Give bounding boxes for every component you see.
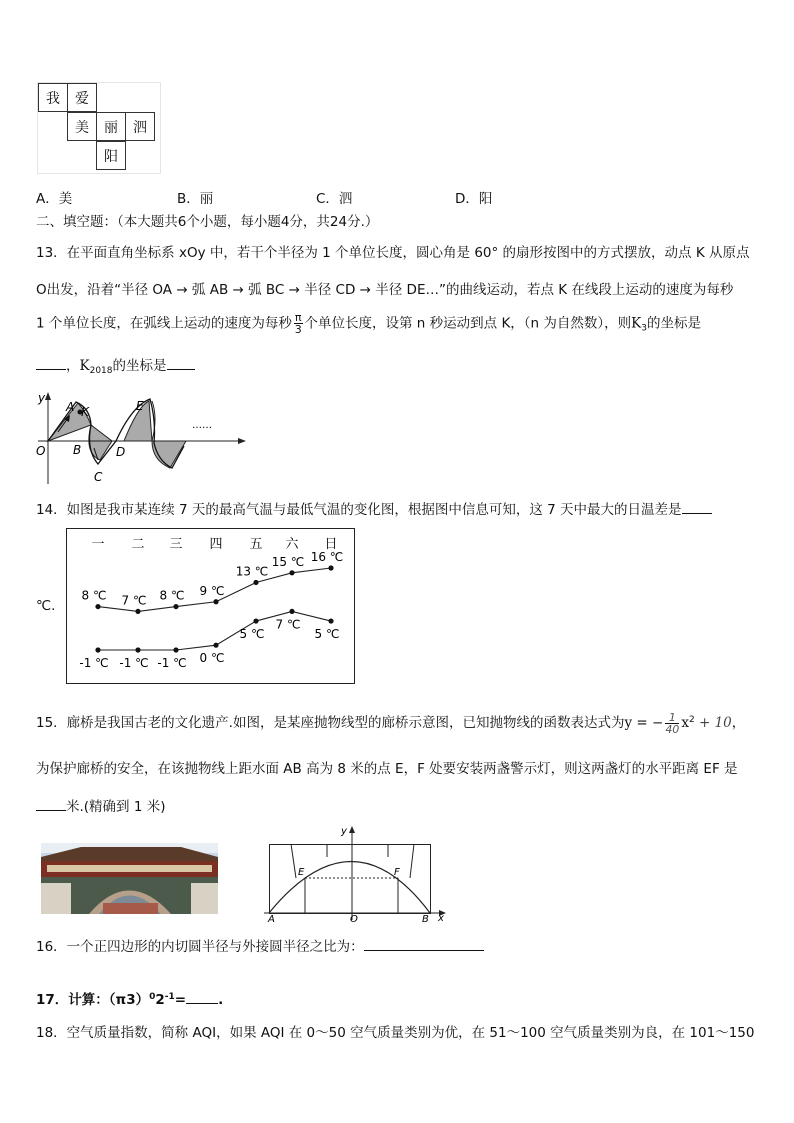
svg-text:E: E bbox=[298, 867, 305, 878]
answer-blank[interactable] bbox=[364, 936, 484, 951]
net-cell: 泗 bbox=[125, 112, 155, 141]
high-temp-point bbox=[135, 609, 140, 614]
q16-line: 16．一个正四边形的内切圆半径与外接圆半径之比为： bbox=[36, 936, 484, 956]
low-temp-label: 5 ℃ bbox=[239, 627, 265, 642]
net-cell: 丽 bbox=[96, 112, 126, 141]
svg-text:C: C bbox=[94, 470, 103, 484]
parabola-figure bbox=[264, 824, 450, 922]
q15-line2: 为保护廊桥的安全，在该抛物线上距水面 AB 高为 8 米的点 E，F 处要安装两盏警示灯，则这两盏灯的水平距离 EF 是 bbox=[36, 761, 738, 777]
net-cell: 美 bbox=[67, 112, 97, 141]
high-temp-point bbox=[289, 570, 294, 575]
q15-line3: 米.(精确到 1 米) bbox=[36, 796, 166, 816]
sector-4 bbox=[152, 441, 186, 468]
high-temp-point bbox=[213, 599, 218, 604]
choice-d: D．阳 bbox=[455, 191, 493, 207]
svg-text:E: E bbox=[136, 399, 144, 413]
high-temp-label: 8 ℃ bbox=[159, 588, 185, 603]
high-temp-point bbox=[328, 565, 333, 570]
low-temp-label: -1 ℃ bbox=[119, 656, 149, 670]
choice-c: C．泗 bbox=[316, 191, 353, 207]
net-cell: 我 bbox=[38, 83, 68, 112]
low-temp-point bbox=[95, 647, 100, 652]
answer-blank[interactable] bbox=[682, 499, 712, 514]
high-temp-label: 9 ℃ bbox=[199, 583, 225, 598]
high-temp-point bbox=[173, 604, 178, 609]
q15-line1: 15．廊桥是我国古老的文化遗产.如图，是某座抛物线型的廊桥示意图，已知抛物线的函数表达式为y = − $\frac{1}{40}$ $x^2 + 10$， bbox=[36, 710, 746, 736]
answer-blank[interactable] bbox=[167, 355, 195, 370]
low-temp-label: 5 ℃ bbox=[314, 627, 340, 642]
low-temp-label: 0 ℃ bbox=[199, 651, 225, 666]
day-label: 六 bbox=[285, 537, 299, 552]
svg-text:O: O bbox=[36, 444, 46, 458]
q13-line3-b: 个单位长度，设第 n 秒运动到点 K，（n 为自然数），则 bbox=[304, 315, 632, 332]
low-temp-point bbox=[135, 647, 140, 652]
high-temp-label: 8 ℃ bbox=[81, 588, 107, 603]
low-temp-point bbox=[213, 643, 218, 648]
low-temp-label: -1 ℃ bbox=[157, 656, 187, 670]
svg-text:y: y bbox=[38, 391, 46, 405]
answer-blank[interactable] bbox=[36, 796, 66, 811]
bridge-photo-illustration bbox=[41, 843, 218, 914]
q13-sector-figure bbox=[34, 388, 254, 488]
svg-text:O: O bbox=[350, 914, 358, 922]
q13-line4: ，$K_{2018}$的坐标是 bbox=[36, 355, 195, 380]
day-label: 一 bbox=[91, 537, 105, 552]
high-temp-label: 7 ℃ bbox=[121, 593, 147, 608]
net-cell: 阳 bbox=[96, 141, 126, 170]
q13-line3-a: 1 个单位长度，在弧线上运动的速度为每秒 bbox=[36, 315, 292, 332]
answer-blank[interactable] bbox=[186, 989, 218, 1004]
svg-text:B: B bbox=[73, 443, 82, 457]
high-temp-point bbox=[253, 580, 258, 585]
q13-line2: O出发，沿着“半径 OA → 弧 AB → 弧 BC → 半径 CD → 半径 DE…”的曲线运动，若点 K 在线段上运动的速度为每秒 bbox=[36, 282, 734, 298]
q13-line3: 1 个单位长度，在弧线上运动的速度为每秒 $\frac{\pi}{3}$ 个单位长度，设第 n 秒运动到点 K，（n 为自然数），则$K_3$的坐标是 bbox=[36, 311, 701, 336]
svg-text:F: F bbox=[394, 867, 400, 878]
bridge-photo bbox=[41, 843, 218, 914]
low-temp-point bbox=[328, 618, 333, 623]
high-temp-label: 16 ℃ bbox=[310, 550, 344, 564]
low-temp-point bbox=[173, 647, 178, 652]
section-heading: 二、填空题：（本大题共6个小题，每小题4分，共24分.） bbox=[36, 214, 379, 230]
pi-over-3-fraction: $\frac{\pi}{3}$ bbox=[294, 311, 302, 336]
day-label: 五 bbox=[249, 537, 263, 552]
q18-line: 18．空气质量指数，简称 AQI，如果 AQI 在 0～50 空气质量类别为优，在 51～100 空气质量类别为良，在 101～150 bbox=[36, 1025, 755, 1041]
high-temp-label: 13 ℃ bbox=[235, 564, 269, 579]
answer-blank[interactable] bbox=[36, 355, 66, 370]
svg-text:A: A bbox=[268, 914, 275, 922]
choice-b: B．丽 bbox=[177, 191, 214, 207]
high-temp-point bbox=[95, 604, 100, 609]
low-temp-point bbox=[289, 609, 294, 614]
bridge-frame bbox=[270, 845, 431, 914]
choice-a: A．美 bbox=[36, 191, 73, 207]
q17-line: 17．计算：$(\pi 3)^02^{-1}=$ . bbox=[36, 988, 223, 1009]
svg-text:D: D bbox=[116, 445, 126, 459]
low-temp-point bbox=[253, 618, 258, 623]
svg-text:B: B bbox=[422, 914, 429, 922]
svg-text:……: …… bbox=[192, 420, 212, 431]
q14-unit: ℃. bbox=[36, 598, 56, 614]
svg-text:y: y bbox=[341, 826, 347, 837]
one-over-40-fraction: $\frac{1}{40}$ bbox=[665, 710, 680, 736]
temperature-chart bbox=[66, 528, 355, 684]
day-label: 四 bbox=[209, 537, 223, 552]
low-temp-label: -1 ℃ bbox=[79, 656, 109, 670]
q14-line1: 14．如图是我市某连续 7 天的最高气温与最低气温的变化图，根据图中信息可知，这 7 天中最大的日温差是 bbox=[36, 499, 712, 519]
day-label: 日 bbox=[324, 537, 338, 552]
day-label: 二 bbox=[131, 537, 145, 552]
net-cell: 爱 bbox=[67, 83, 97, 112]
low-temp-label: 7 ℃ bbox=[275, 617, 301, 632]
svg-text:A: A bbox=[66, 400, 75, 414]
svg-text:K: K bbox=[81, 405, 89, 419]
parabola bbox=[269, 862, 430, 914]
day-label: 三 bbox=[169, 537, 183, 552]
svg-text:x: x bbox=[438, 913, 444, 922]
q13-line1: 13．在平面直角坐标系 xOy 中，若干个半径为 1 个单位长度，圆心角是 60° 的扇形按图中的方式摆放，动点 K 从原点 bbox=[36, 245, 750, 261]
high-temp-label: 15 ℃ bbox=[271, 554, 305, 569]
